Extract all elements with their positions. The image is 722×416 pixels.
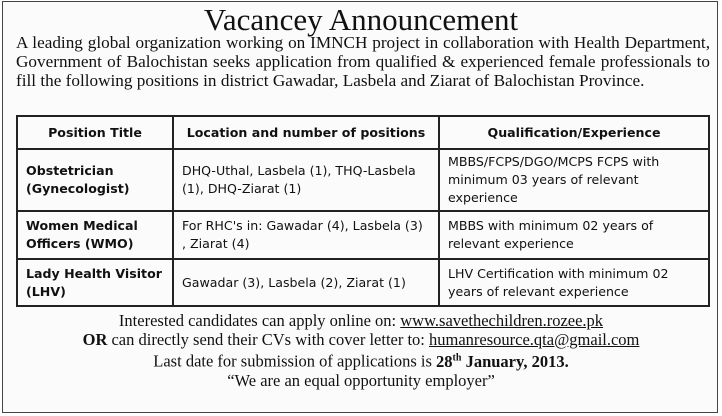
table-row <box>17 149 709 211</box>
or-label: OR <box>82 329 108 349</box>
position-qualification: MBBS/FCPS/DGO/MCPS FCPS with minimum 03 years of relevant experience <box>439 149 709 211</box>
deadline-sup: th <box>452 352 462 364</box>
header-qualification: Qualification/Experience <box>439 116 709 149</box>
apply-text: Interested candidates can apply online on: <box>118 311 401 330</box>
position-location: DHQ-Uthal, Lasbela (1), THQ-Lasbela (1), DHQ-Ziarat (1) <box>173 149 439 211</box>
apply-link[interactable]: www.savethechildren.rozee.pk <box>400 311 604 330</box>
deadline-day: 28 <box>436 351 453 371</box>
position-qualification: MBBS with minimum 02 years of relevant experience <box>439 211 709 259</box>
position-qualification: LHV Certification with minimum 02 years of relevant experience <box>439 259 709 306</box>
deadline-text: Last date for submission of applications is <box>153 351 437 371</box>
apply-line <box>0 312 722 331</box>
send-line <box>0 331 722 350</box>
deadline-rest: January, 2013. <box>461 351 569 371</box>
intro-paragraph: A leading global organization working on IMNCH project in collaboration with Health Department, Government of Balochistan seeks application from qualified & experienced female professionals to fill the following positions in district Gawadar, Lasbela and Ziarat of Balochistan Province. <box>16 33 710 90</box>
position-location: For RHC's in: Gawadar (4), Lasbela (3) , Ziarat (4) <box>173 211 439 259</box>
position-title: Women Medical Officers (WMO) <box>17 211 173 259</box>
table-header-row <box>17 116 709 149</box>
header-location: Location and number of positions <box>173 116 439 149</box>
table-row <box>17 259 709 306</box>
position-title: Obstetrician (Gynecologist) <box>17 149 173 211</box>
position-title: Lady Health Visitor (LHV) <box>17 259 173 306</box>
footer <box>0 312 722 390</box>
email-link[interactable]: humanresource.qta@gmail.com <box>429 329 640 349</box>
page-title: Vacancey Announcement <box>203 2 519 37</box>
header-position-title: Position Title <box>17 116 173 149</box>
table-row <box>17 211 709 259</box>
positions-table <box>16 115 710 307</box>
position-location: Gawadar (3), Lasbela (2), Ziarat (1) <box>173 259 439 306</box>
send-text: can directly send their CVs with cover letter to: <box>107 329 430 349</box>
deadline-line <box>0 349 722 371</box>
equal-opportunity: “We are an equal opportunity employer” <box>227 370 495 390</box>
deadline-date <box>436 352 569 371</box>
